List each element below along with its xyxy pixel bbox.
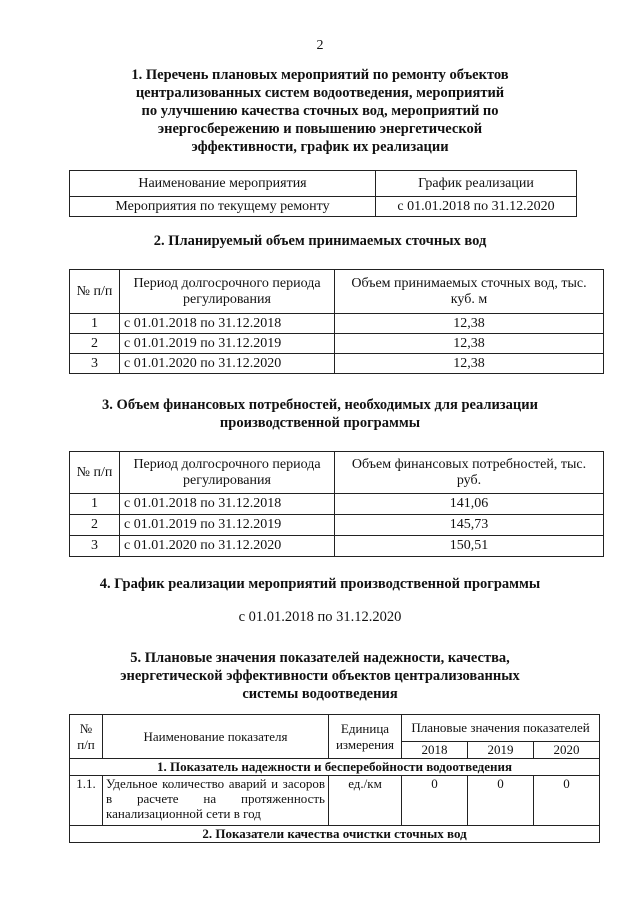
indicator-name-line: Удельное количество аварий и засоров <box>106 776 325 791</box>
row-num: 2 <box>70 515 120 536</box>
section4-period: с 01.01.2018 по 31.12.2020 <box>238 609 402 625</box>
row-value: 141,06 <box>335 494 604 515</box>
row-num: 1 <box>70 494 120 515</box>
header-year: 2018 <box>402 742 468 759</box>
financial-needs-table <box>69 451 604 557</box>
measure-schedule-cell: с 01.01.2018 по 31.12.2020 <box>376 197 577 217</box>
header-unit: Единица измерения <box>329 715 402 759</box>
row-period: с 01.01.2020 по 31.12.2020 <box>120 354 335 374</box>
unit-cell: ед./км <box>329 776 402 826</box>
row-value: 12,38 <box>335 314 604 334</box>
row-period: с 01.01.2019 по 31.12.2019 <box>120 334 335 354</box>
value-cell: 0 <box>534 776 600 826</box>
title-line: 4. График реализации мероприятий производственной программы <box>99 576 541 592</box>
header-volume: Объем принимаемых сточных вод, тыс. куб. м <box>335 270 604 314</box>
value-cell: 0 <box>402 776 468 826</box>
row-period: с 01.01.2020 по 31.12.2020 <box>120 536 335 557</box>
row-num: 1.1. <box>70 776 103 826</box>
indicator-name-line: канализационной сети в год <box>106 806 261 821</box>
section1-title <box>0 66 640 156</box>
row-num: 1 <box>70 314 120 334</box>
title-line: по улучшению качества сточных вод, мероприятий по <box>141 103 499 119</box>
title-line: эффективности, график их реализации <box>191 139 449 155</box>
header-schedule: График реализации <box>376 171 577 197</box>
title-line: 2. Планируемый объем принимаемых сточных вод <box>153 233 487 249</box>
row-period: с 01.01.2018 по 31.12.2018 <box>120 314 335 334</box>
row-num: 2 <box>70 334 120 354</box>
row-period: с 01.01.2018 по 31.12.2018 <box>120 494 335 515</box>
indicators-table <box>69 714 600 843</box>
title-line: производственной программы <box>219 415 421 431</box>
group-reliability-heading: 1. Показатель надежности и бесперебойности водоотведения <box>70 759 600 776</box>
row-value: 12,38 <box>335 354 604 374</box>
header-num: № п/п <box>70 452 120 494</box>
title-line: 5. Плановые значения показателей надежности, качества, <box>130 650 510 666</box>
row-value: 145,73 <box>335 515 604 536</box>
title-line: централизованных систем водоотведения, мероприятий <box>135 85 505 101</box>
header-num: № п/п <box>70 270 120 314</box>
title-line: 3. Объем финансовых потребностей, необходимых для реализации <box>102 397 538 413</box>
wastewater-volume-table <box>69 269 604 374</box>
header-year: 2019 <box>468 742 534 759</box>
row-num: 3 <box>70 536 120 557</box>
header-period: Период долгосрочного периода регулирования <box>120 270 335 314</box>
indicator-name-line: в расчете на протяженность <box>106 791 325 806</box>
title-line: энергетической эффективности объектов централизованных <box>120 668 520 684</box>
row-num: 3 <box>70 354 120 374</box>
title-line: энергосбережению и повышению энергетической <box>157 121 483 137</box>
measure-name-cell: Мероприятия по текущему ремонту <box>70 197 376 217</box>
measures-table <box>69 170 577 217</box>
title-line: 1. Перечень плановых мероприятий по ремонту объектов <box>131 67 509 83</box>
row-value: 12,38 <box>335 334 604 354</box>
header-num: № п/п <box>70 715 103 759</box>
header-planned-values: Плановые значения показателей <box>402 715 600 742</box>
header-period: Период долгосрочного периода регулирования <box>120 452 335 494</box>
section2-title <box>0 232 640 250</box>
indicator-name-cell <box>103 776 329 826</box>
section3-title <box>0 396 640 432</box>
row-value: 150,51 <box>335 536 604 557</box>
group-quality-heading: 2. Показатели качества очистки сточных вод <box>70 826 600 843</box>
row-period: с 01.01.2019 по 31.12.2019 <box>120 515 335 536</box>
header-measure-name: Наименование мероприятия <box>70 171 376 197</box>
header-year: 2020 <box>534 742 600 759</box>
section4-title <box>0 575 640 593</box>
section5-title <box>0 649 640 703</box>
title-line: системы водоотведения <box>242 686 398 702</box>
header-indicator-name: Наименование показателя <box>103 715 329 759</box>
page-number: 2 <box>316 38 324 53</box>
value-cell: 0 <box>468 776 534 826</box>
header-financial: Объем финансовых потребностей, тыс. руб. <box>335 452 604 494</box>
